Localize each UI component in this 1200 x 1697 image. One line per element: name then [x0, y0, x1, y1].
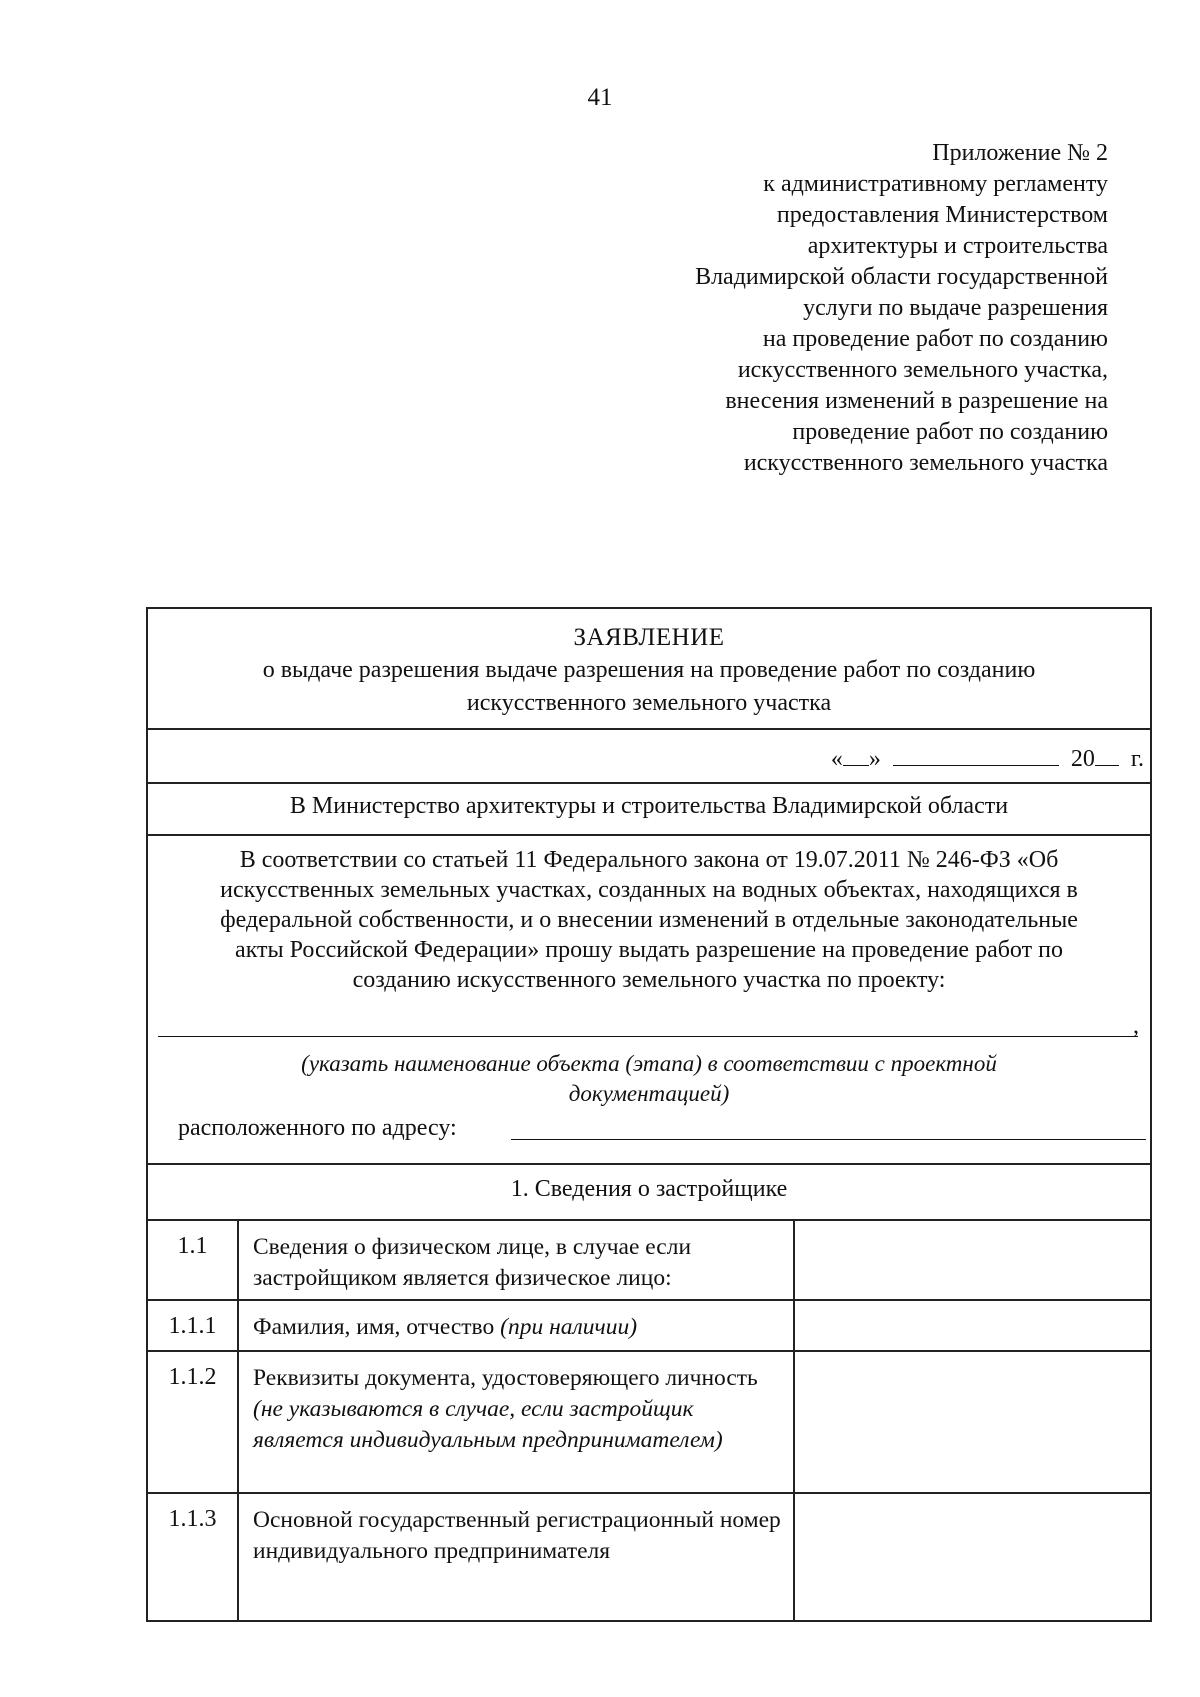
appendix-line: искусственного земельного участка, — [737, 357, 1108, 383]
form-subtitle-line2: искусственного земельного участка — [466, 690, 832, 716]
object-name-blank[interactable] — [158, 1036, 1138, 1037]
body-line: В соответствии со статьей 11 Федерального закона от 19.07.2011 № 246-ФЗ «Об — [239, 847, 1059, 873]
row-label — [239, 1494, 795, 1620]
hint-line2: документацией) — [568, 1081, 730, 1106]
appendix-header — [488, 138, 1108, 479]
month-blank[interactable] — [893, 743, 1059, 766]
request-body — [148, 845, 1150, 995]
hint-line1: (указать наименование объекта (этапа) в соответствии с проектной — [301, 1051, 997, 1076]
row-label-text: Реквизиты документа, удостоверяющего личность — [253, 1365, 758, 1391]
row-value-cell[interactable] — [795, 1221, 1150, 1299]
row-number: 1.1 — [148, 1221, 239, 1299]
table-row — [148, 1350, 1150, 1492]
body-line: созданию искусственного земельного участка по проекту: — [352, 967, 946, 993]
row-label — [239, 1301, 795, 1350]
table-row — [148, 1299, 1150, 1350]
date-row — [148, 741, 1150, 781]
divider — [148, 782, 1150, 784]
appendix-line: на проведение работ по созданию — [762, 326, 1108, 352]
row-label-text: Фамилия, имя, отчество — [253, 1314, 501, 1340]
year-suffix: г. — [1130, 746, 1144, 772]
appendix-line: архитектуры и строительства — [807, 233, 1108, 259]
page-number: 41 — [587, 84, 613, 111]
year-prefix: 20 — [1070, 746, 1095, 772]
row-number: 1.1.2 — [148, 1352, 239, 1492]
appendix-line: к административному регламенту — [763, 171, 1108, 197]
date-field[interactable] — [831, 743, 1144, 773]
ministry-addressee: В Министерство архитектуры и строительства Владимирской области — [289, 793, 1009, 819]
divider — [148, 728, 1150, 730]
date-open-quote: « — [830, 746, 843, 772]
appendix-line: Владимирской области государственной — [695, 264, 1108, 290]
table-row — [148, 1221, 1150, 1299]
body-line: искусственных земельных участках, созданных на водных объектах, находящихся в — [220, 877, 1078, 903]
form-subtitle-line1: о выдаче разрешения выдаче разрешения на проведение работ по созданию — [262, 657, 1036, 683]
row-label-italic: (не указываются в случае, если застройщик является индивидуальным предпринимателем) — [253, 1396, 723, 1453]
date-close-quote: » — [868, 746, 881, 772]
row-number: 1.1.1 — [148, 1301, 239, 1350]
address-label: расположенного по адресу: — [178, 1115, 457, 1141]
row-label-text: Сведения о физическом лице, в случае если застройщиком является физическое лицо: — [253, 1234, 692, 1291]
form-title-block — [148, 621, 1150, 720]
day-blank[interactable] — [843, 743, 869, 766]
row-value-cell[interactable] — [795, 1352, 1150, 1492]
row-value-cell[interactable] — [795, 1301, 1150, 1350]
body-line: акты Российской Федерации» прошу выдать разрешение на проведение работ по — [235, 937, 1063, 963]
appendix-line: услуги по выдаче разрешения — [803, 295, 1108, 321]
form-title: ЗАЯВЛЕНИЕ — [573, 624, 725, 651]
blank-comma: , — [1133, 1013, 1139, 1039]
body-line: федеральной собственности, и о внесении изменений в отдельные законодательные — [220, 907, 1078, 933]
table-row — [148, 1492, 1150, 1620]
developer-info-table — [148, 1221, 1150, 1620]
divider — [148, 834, 1150, 836]
row-number: 1.1.3 — [148, 1494, 239, 1620]
divider — [148, 1163, 1150, 1165]
object-name-hint — [148, 1049, 1150, 1109]
year-blank[interactable] — [1095, 743, 1119, 766]
appendix-line: проведение работ по созданию — [792, 419, 1108, 445]
section-title: 1. Сведения о застройщике — [510, 1176, 788, 1202]
row-value-cell[interactable] — [795, 1494, 1150, 1620]
appendix-line: предоставления Министерством — [776, 202, 1108, 228]
address-blank[interactable] — [511, 1139, 1146, 1140]
appendix-line: Приложение № 2 — [932, 140, 1108, 166]
row-label — [239, 1221, 795, 1299]
row-label-text: Основной государственный регистрационный номер индивидуального предпринимателя — [253, 1507, 781, 1564]
row-label-italic: (при наличии) — [500, 1314, 638, 1340]
appendix-line: искусственного земельного участка — [743, 450, 1108, 476]
application-form — [146, 607, 1152, 1622]
appendix-line: внесения изменений в разрешение на — [725, 388, 1108, 414]
row-label — [239, 1352, 795, 1492]
